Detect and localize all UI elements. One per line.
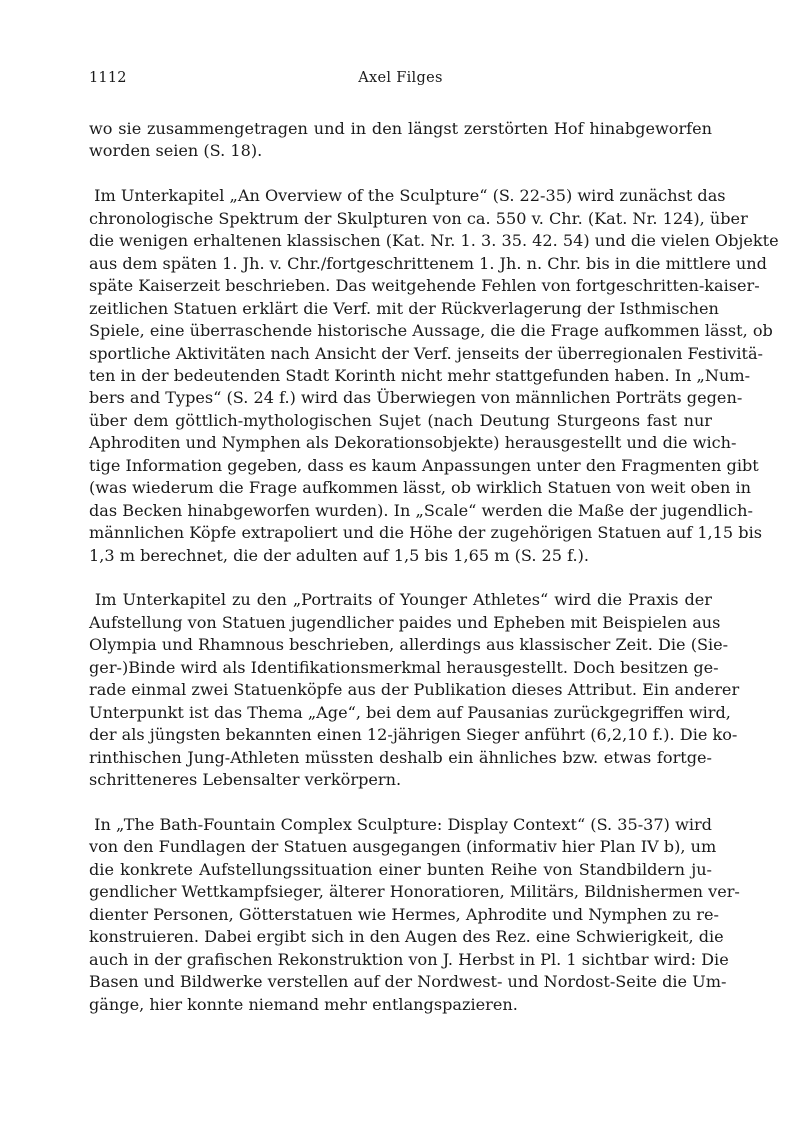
text-line: dienter Personen, Götterstatuen wie Hermes, Aphrodite und Nymphen zu re- xyxy=(89,904,719,924)
text-line: Basen und Bildwerke verstellen auf der Nordwest- und Nordost-Seite die Um- xyxy=(89,972,727,992)
text-line: bers and Types“ (S. 24 f.) wird das Überwiegen von männlichen Porträts gegen- xyxy=(89,388,743,408)
text-line: Im Unterkapitel „An Overview of the Sculpture“ (S. 22-35) wird zunächst das xyxy=(89,186,726,206)
text-line: Aufstellung von Statuen jugendlicher paides und Epheben mit Beispielen aus xyxy=(89,612,721,632)
text-line: Aphroditen und Nymphen als Dekorationsobjekte) herausgestellt und die wich- xyxy=(89,433,737,453)
text-line: 1,3 m berechnet, die der adulten auf 1,5 bis 1,65 m (S. 25 f.). xyxy=(89,545,590,565)
paragraph xyxy=(89,118,712,163)
text-line: die konkrete Aufstellungssituation einer bunten Reihe von Standbildern ju- xyxy=(89,859,712,879)
text-line: späte Kaiserzeit beschrieben. Das weitgehende Fehlen von fortgeschritten-kaiser- xyxy=(89,276,760,296)
text-line: In „The Bath-Fountain Complex Sculpture: Display Context“ (S. 35-37) wird xyxy=(89,815,712,834)
running-head-author: Axel Filges xyxy=(358,70,443,86)
text-line: ten in der bedeutenden Stadt Korinth nicht mehr stattgefunden haben. In „Num- xyxy=(89,365,751,385)
text-line: konstruieren. Dabei ergibt sich in den Augen des Rez. eine Schwierigkeit, die xyxy=(89,927,724,947)
paragraph xyxy=(89,185,779,567)
text-line: der als jüngsten bekannten einen 12-jährigen Sieger anführt (6,2,10 f.). Die ko- xyxy=(89,725,738,745)
text-line: worden seien (S. 18). xyxy=(89,141,263,161)
text-line: das Becken hinabgeworfen wurden). In „Scale“ werden die Maße der jugendlich- xyxy=(89,500,753,520)
text-line: männlichen Köpfe extrapoliert und die Höhe der zugehörigen Statuen auf 1,15 bis xyxy=(89,523,762,543)
text-line: gänge, hier konnte niemand mehr entlangspazieren. xyxy=(89,994,518,1014)
text-line: über dem göttlich-mythologischen Sujet (nach Deutung Sturgeons fast nur xyxy=(89,410,712,430)
text-line: tige Information gegeben, dass es kaum Anpassungen unter den Fragmenten gibt xyxy=(89,455,759,475)
text-line: Im Unterkapitel zu den „Portraits of Younger Athletes“ wird die Praxis der xyxy=(89,590,712,610)
text-line: (was wiederum die Frage aufkommen lässt, ob wirklich Statuen von weit oben in xyxy=(89,478,752,498)
text-line: sportliche Aktivitäten nach Ansicht der Verf. jenseits der überregionalen Festivitä- xyxy=(89,343,763,363)
text-line: Unterpunkt ist das Thema „Age“, bei dem auf Pausanias zurückgegriffen wird, xyxy=(89,702,731,722)
text-line: wo sie zusammengetragen und in den längst zerstörten Hof hinabgeworfen xyxy=(89,119,712,138)
running-head xyxy=(89,70,712,90)
paragraph xyxy=(89,589,740,791)
text-line: Spiele, eine überraschende historische Aussage, die die Frage aufkommen lässt, ob xyxy=(89,321,773,341)
text-line: auch in der grafischen Rekonstruktion von J. Herbst in Pl. 1 sichtbar wird: Die xyxy=(89,949,729,969)
text-line: Olympia und Rhamnous beschrieben, allerdings aus klassischer Zeit. Die (Sie- xyxy=(89,635,729,655)
text-line: rinthischen Jung-Athleten müssten deshalb ein ähnliches bzw. etwas fortge- xyxy=(89,747,712,767)
text-line: rade einmal zwei Statuenköpfe aus der Publikation dieses Attribut. Ein anderer xyxy=(89,680,740,700)
body-text-block xyxy=(89,118,779,1016)
text-line: zeitlichen Statuen erklärt die Verf. mit der Rückverlagerung der Isthmischen xyxy=(89,298,719,318)
paragraph xyxy=(89,814,740,1016)
text-line: aus dem späten 1. Jh. v. Chr./fortgeschrittenem 1. Jh. n. Chr. bis in die mittlere und xyxy=(89,253,767,273)
text-line: ger-)Binde wird als Identifikationsmerkmal herausgestellt. Doch besitzen ge- xyxy=(89,657,719,677)
text-line: die wenigen erhaltenen klassischen (Kat. Nr. 1. 3. 35. 42. 54) und die vielen Objekte xyxy=(89,231,779,251)
text-line: von den Fundlagen der Statuen ausgegangen (informativ hier Plan IV b), um xyxy=(89,837,717,857)
text-line: schritteneres Lebensalter verkörpern. xyxy=(89,770,402,790)
text-line: gendlicher Wettkampfsieger, älterer Honoratioren, Militärs, Bildnishermen ver- xyxy=(89,882,740,902)
page-number: 1112 xyxy=(89,70,127,86)
text-line: chronologische Spektrum der Skulpturen von ca. 550 v. Chr. (Kat. Nr. 124), über xyxy=(89,208,748,228)
